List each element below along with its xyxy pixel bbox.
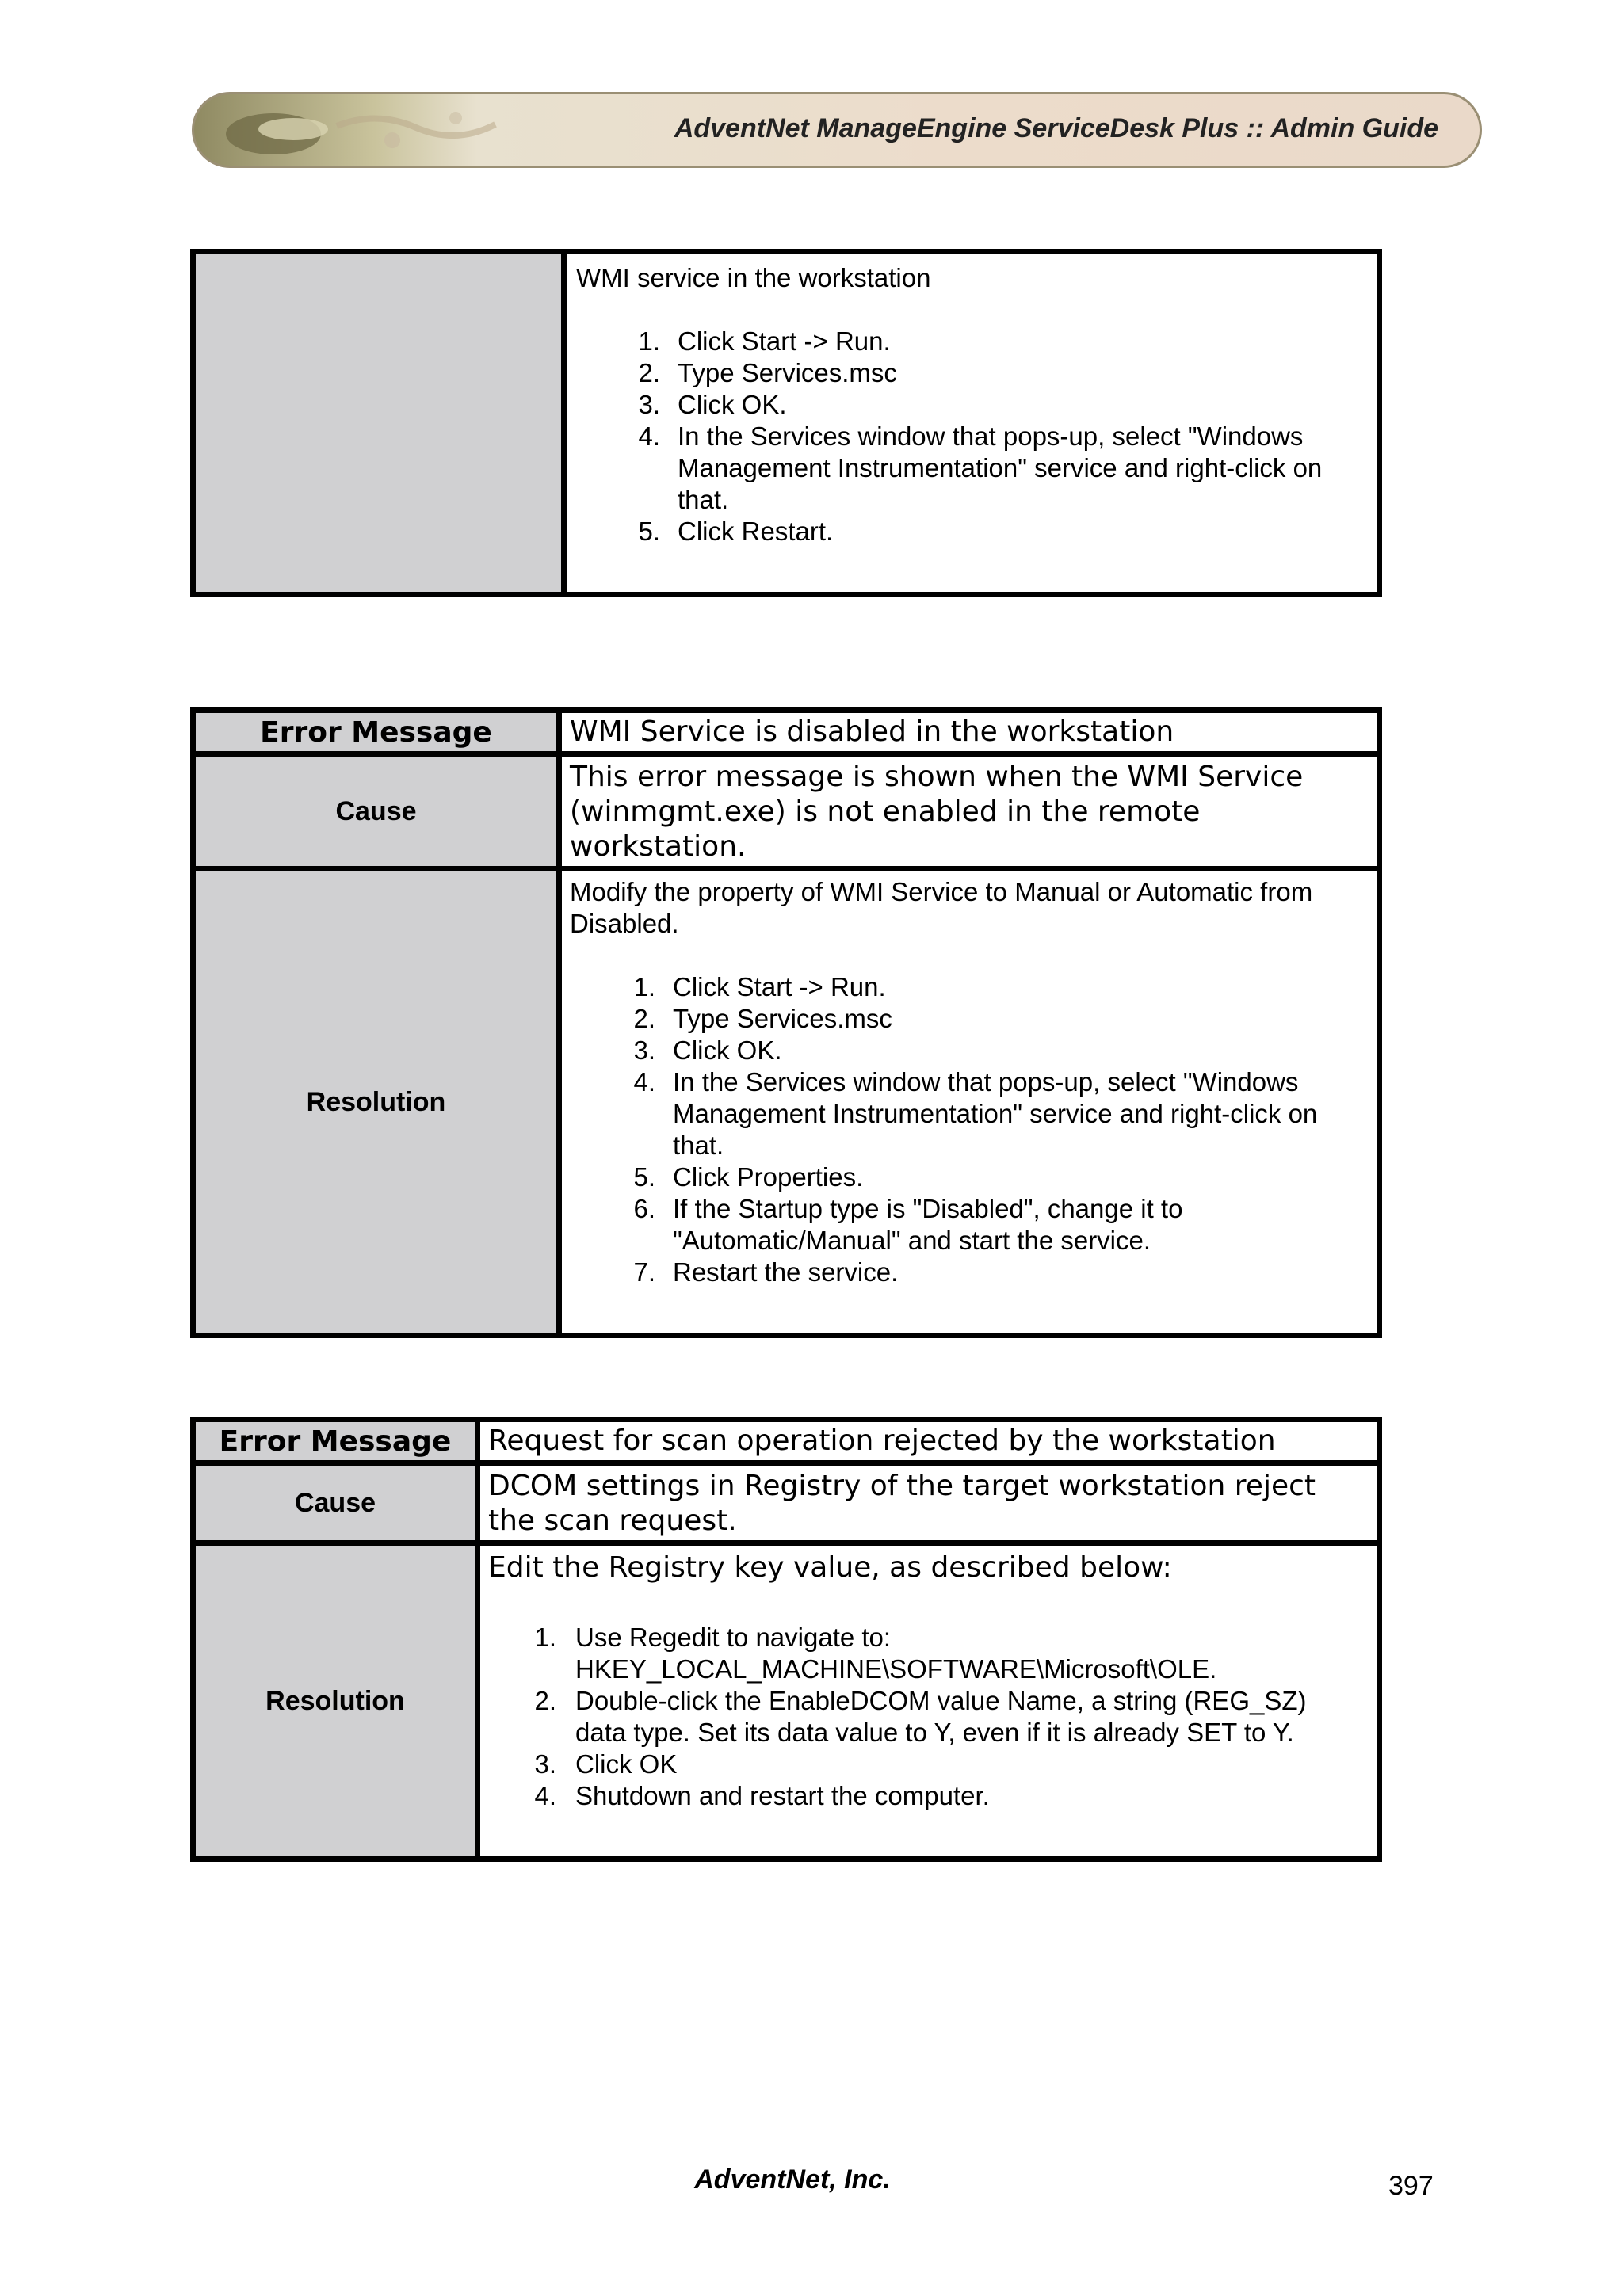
step-number: 1. [638, 326, 660, 356]
error-table-wmi-disabled [190, 707, 1382, 1338]
resolution-step [562, 1193, 1358, 1257]
error-message-cell [478, 1420, 1380, 1463]
footer-company: AdventNet, Inc. [694, 2164, 891, 2195]
resolution-steps [567, 326, 1377, 592]
resolution-step [567, 389, 1358, 421]
step-text: Click Restart. [678, 517, 834, 546]
resolution-step [562, 1066, 1358, 1161]
resolution-steps [480, 1622, 1377, 1856]
step-number: 7. [633, 1257, 655, 1287]
resolution-intro: Modify the property of WMI Service to Manual or Automatic from Disabled. [570, 877, 1313, 938]
resolution-cell [478, 1543, 1380, 1859]
step-text: Shutdown and restart the computer. [575, 1781, 990, 1810]
step-text: Double-click the EnableDCOM value Name, a string (REG_SZ) data type. Set its data value to Y, even if it is already SET to Y. [575, 1686, 1307, 1747]
step-number: 1. [633, 972, 655, 1001]
step-number: 2. [638, 358, 660, 387]
step-text: Type Services.msc [678, 358, 897, 387]
step-number: 5. [633, 1162, 655, 1192]
resolution-steps [562, 971, 1377, 1333]
resolution-step [562, 971, 1358, 1003]
resolution-step [480, 1622, 1358, 1685]
cause-value: This error message is shown when the WMI Service (winmgmt.exe) is not enabled in the remote workstation. [570, 761, 1304, 863]
step-number: 2. [633, 1004, 655, 1033]
resolution-intro: WMI service in the workstation [576, 263, 931, 292]
step-number: 6. [633, 1194, 655, 1223]
step-number: 1. [534, 1623, 556, 1652]
page-number: 397 [1388, 2171, 1434, 2201]
resolution-step [562, 1161, 1358, 1193]
resolution-step [562, 1257, 1358, 1288]
step-text: Click Start -> Run. [673, 972, 886, 1001]
header-banner [192, 92, 1482, 168]
resolution-step [562, 1003, 1358, 1035]
step-text: Click OK [575, 1749, 678, 1779]
step-text: Restart the service. [673, 1257, 899, 1287]
error-table-scan-rejected [190, 1417, 1382, 1862]
cause-value: DCOM settings in Registry of the target workstation reject the scan request. [488, 1470, 1316, 1537]
cause-cell [478, 1463, 1380, 1543]
step-text: Click OK. [678, 390, 787, 419]
resolution-cell [559, 869, 1380, 1336]
step-text: Click Properties. [673, 1162, 864, 1192]
step-number: 5. [638, 517, 660, 546]
step-number: 4. [534, 1781, 556, 1810]
resolution-step [567, 516, 1358, 547]
cause-label: Cause [193, 754, 559, 869]
step-text: In the Services window that pops-up, select "Windows Management Instrumentation" service and right-click on that. [673, 1067, 1318, 1160]
step-number: 2. [534, 1686, 556, 1715]
error-message-cell [559, 711, 1380, 754]
resolution-intro: Edit the Registry key value, as described below: [488, 1551, 1172, 1584]
step-number: 3. [534, 1749, 556, 1779]
empty-label-cell [193, 252, 564, 595]
error-message-value: Request for scan operation rejected by the workstation [488, 1425, 1276, 1457]
step-number: 3. [638, 390, 660, 419]
resolution-cell [564, 252, 1380, 595]
resolution-step [480, 1780, 1358, 1812]
banner-ornament-icon [218, 102, 551, 158]
resolution-step [480, 1749, 1358, 1780]
step-number: 3. [633, 1035, 655, 1065]
step-text: If the Startup type is "Disabled", change it to "Automatic/Manual" and start the service. [673, 1194, 1183, 1255]
resolution-label: Resolution [193, 1543, 478, 1859]
cause-cell [559, 754, 1380, 869]
resolution-step [567, 421, 1358, 516]
resolution-table-continued [190, 249, 1382, 597]
step-text: Click OK. [673, 1035, 782, 1065]
step-text: In the Services window that pops-up, select "Windows Management Instrumentation" service and right-click on that. [678, 421, 1323, 514]
resolution-step [562, 1035, 1358, 1066]
step-text: Click Start -> Run. [678, 326, 891, 356]
resolution-label: Resolution [193, 869, 559, 1336]
resolution-step [567, 357, 1358, 389]
step-text: Type Services.msc [673, 1004, 892, 1033]
resolution-step [480, 1685, 1358, 1749]
error-message-value: WMI Service is disabled in the workstation [570, 715, 1174, 748]
resolution-step [567, 326, 1358, 357]
document-title: AdventNet ManageEngine ServiceDesk Plus :: Admin Guide [674, 113, 1438, 143]
cause-label: Cause [193, 1463, 478, 1543]
error-message-label: Error Message [193, 711, 559, 754]
error-message-label: Error Message [193, 1420, 478, 1463]
step-number: 4. [633, 1067, 655, 1097]
step-number: 4. [638, 421, 660, 451]
step-text: Use Regedit to navigate to: HKEY_LOCAL_MACHINE\SOFTWARE\Microsoft\OLE. [575, 1623, 1217, 1684]
